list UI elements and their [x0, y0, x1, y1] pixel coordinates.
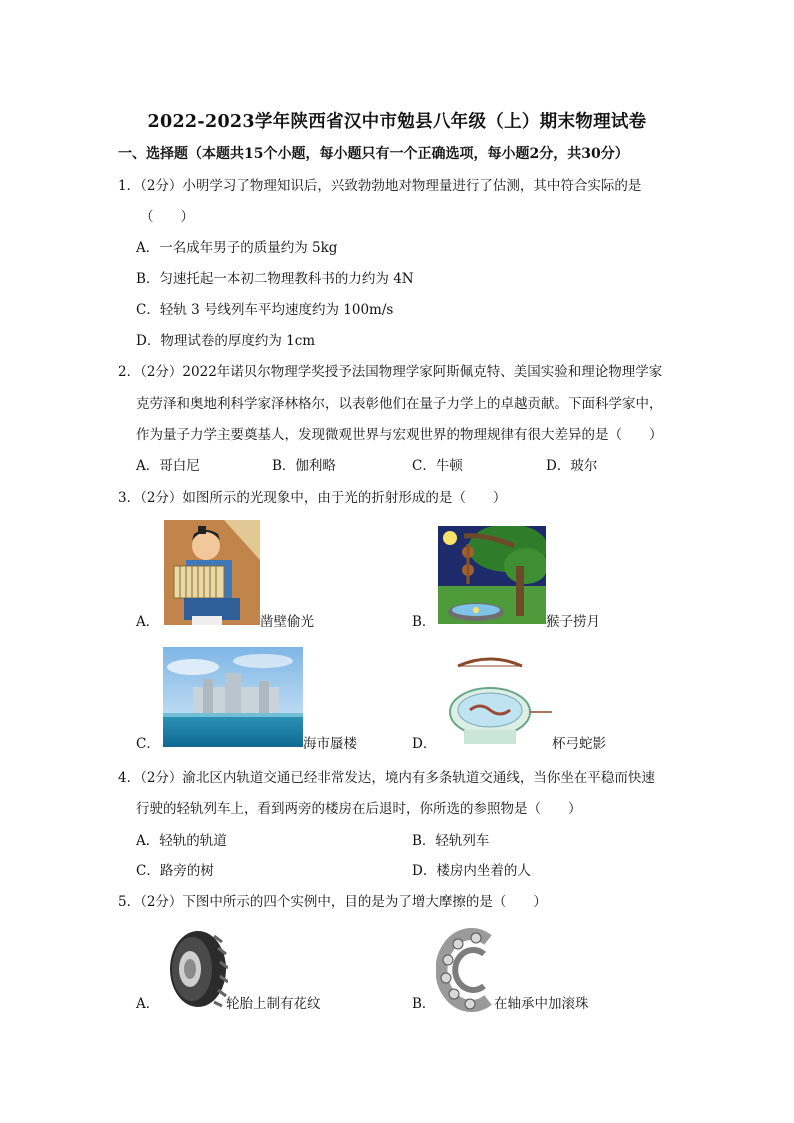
- q5-option-a-letter: A．: [136, 996, 160, 1012]
- q5-option-b-text: 在轴承中加滚珠: [494, 996, 589, 1012]
- q1-option-c: C．轻轨 3 号线列车平均速度约为 100m/s: [136, 302, 394, 318]
- q2-option-b: B．伽利略: [272, 458, 336, 474]
- q5-image-a-tire: [162, 928, 228, 1010]
- q2-stem-line3: 作为量子力学主要奠基人，发现微观世界与宏观世界的物理规律有很大差异的是（ ）: [136, 427, 663, 443]
- q2-stem-line1: 2．（2分）2022年诺贝尔物理学奖授予法国物理学家阿斯佩克特、美国实验和理论物理学家: [118, 364, 663, 380]
- q3-option-b-text: 猴子捞月: [546, 614, 600, 630]
- q3-option-a-text: 凿壁偷光: [260, 614, 314, 630]
- q1-option-a: A．一名成年男子的质量约为 5kg: [136, 240, 338, 256]
- q2-option-c: C．牛顿: [412, 458, 463, 474]
- q3-option-c-letter: C．: [136, 736, 160, 752]
- q3-option-c-text: 海市蜃楼: [303, 736, 357, 752]
- q4-stem-line1: 4．（2分）渝北区内轨道交通已经非常发达，境内有多条轨道交通线，当你坐在平稳而快速: [118, 770, 655, 786]
- q3-option-a-letter: A．: [136, 614, 160, 630]
- q1-stem: 1．（2分）小明学习了物理知识后，兴致勃勃地对物理量进行了估测，其中符合实际的是: [118, 178, 642, 194]
- q5-stem: 5．（2分）下图中所示的四个实例中，目的是为了增大摩擦的是（ ）: [118, 894, 547, 910]
- q3-image-c: [163, 647, 303, 747]
- q4-stem-line2: 行驶的轻轨列车上，看到两旁的楼房在后退时，你所选的参照物是（ ）: [136, 801, 582, 817]
- exam-title: 2022-2023学年陕西省汉中市勉县八年级（上）期末物理试卷: [147, 112, 647, 132]
- q1-option-b: B．匀速托起一本初二物理教科书的力约为 4N: [136, 271, 414, 287]
- q3-stem: 3．（2分）如图所示的光现象中，由于光的折射形成的是（ ）: [118, 490, 507, 506]
- section-heading: 一、选择题（本题共15个小题，每小题只有一个正确选项，每小题2分，共30分）: [118, 146, 629, 162]
- q5-option-b-letter: B．: [412, 996, 436, 1012]
- q3-image-d: [436, 654, 554, 750]
- q3-image-b: [438, 526, 546, 624]
- q4-option-c: C．路旁的树: [136, 863, 214, 879]
- q2-stem-line2: 克劳泽和奥地利科学家泽林格尔，以表彰他们在量子力学上的卓越贡献。下面科学家中，: [136, 396, 663, 412]
- q1-option-d: D．物理试卷的厚度约为 1cm: [136, 333, 316, 349]
- q4-option-d: D．楼房内坐着的人: [412, 863, 531, 879]
- q3-option-b-letter: B．: [412, 614, 436, 630]
- q3-image-a: [164, 520, 260, 625]
- q5-option-a-text: 轮胎上制有花纹: [226, 996, 321, 1012]
- q4-option-a: A．轻轨的轨道: [136, 833, 227, 849]
- q2-option-d: D．玻尔: [546, 458, 598, 474]
- q5-image-b-bearing: [436, 928, 496, 1012]
- q4-option-b: B．轻轨列车: [412, 833, 490, 849]
- q2-option-a: A．哥白尼: [136, 458, 200, 474]
- q3-option-d-text: 杯弓蛇影: [552, 736, 606, 752]
- q3-option-d-letter: D．: [412, 736, 437, 752]
- q1-stem-bracket: （ ）: [140, 209, 194, 225]
